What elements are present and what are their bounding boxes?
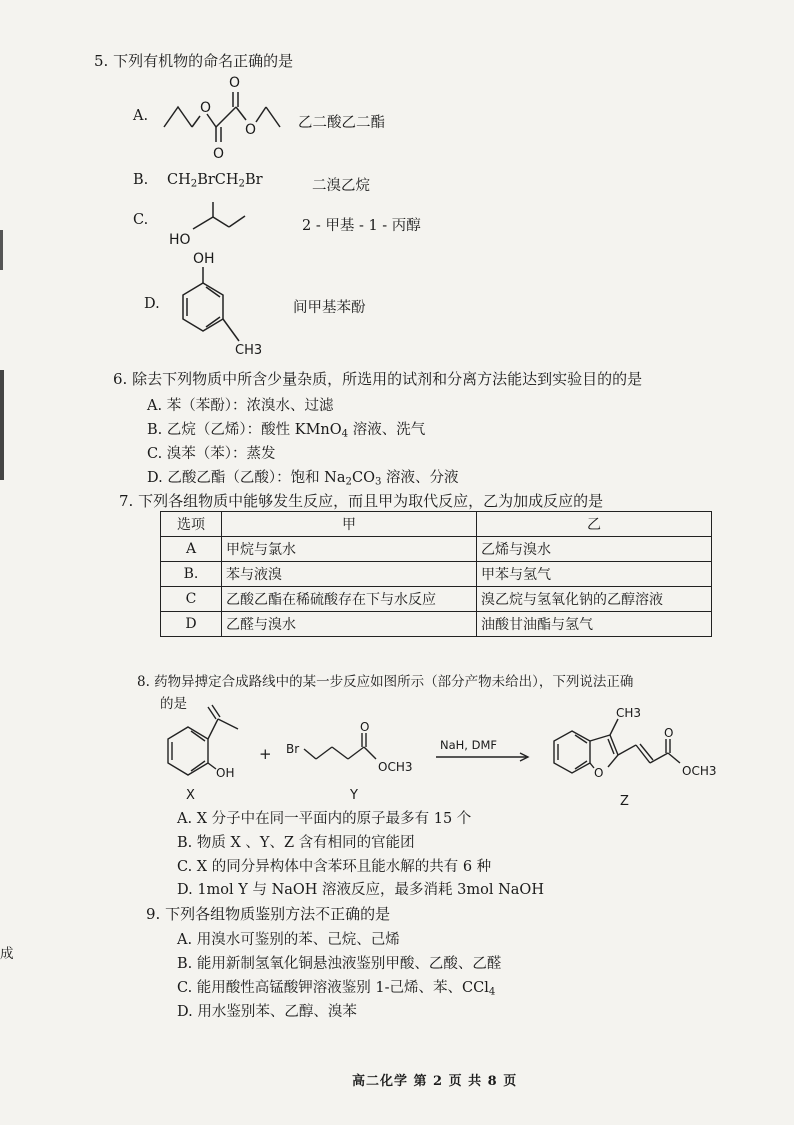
page-footer: 高二化学 第 2 页 共 8 页 <box>352 1074 518 1089</box>
q5-stem: 5. 下列有机物的命名正确的是 <box>94 52 294 70</box>
q8-option-c: C. X 的同分异构体中含苯环且能水解的共有 6 种 <box>177 859 492 875</box>
table-row <box>161 612 712 637</box>
z-och3-label: OCH3 <box>682 764 717 778</box>
table-row <box>161 562 712 587</box>
q6-option-c: C. 溴苯（苯）：蒸发 <box>147 446 276 462</box>
label-z: Z <box>620 794 629 809</box>
y-och3-label: OCH3 <box>378 760 413 774</box>
ch3-label: CH3 <box>235 343 263 358</box>
q9-option-a: A. 用溴水可鉴别的苯、己烷、己烯 <box>177 932 400 948</box>
q8-option-b: B. 物质 X 、Y、Z 含有相同的官能团 <box>177 835 415 851</box>
q5-option-c-name: 2 - 甲基 - 1 - 丙醇 <box>302 218 421 234</box>
diethyl-oxalate-structure <box>160 72 300 167</box>
q5-option-c-letter: C. <box>133 212 149 228</box>
q9-option-b: B. 能用新制氢氧化铜悬浊液鉴别甲酸、乙酸、乙醛 <box>177 956 502 972</box>
q7-header-row <box>161 512 712 537</box>
q7-cell: 乙烯与溴水 <box>477 537 712 562</box>
q8-stem-line2: 的是 <box>160 696 187 712</box>
q7-cell: D <box>161 612 222 637</box>
plus-sign: + <box>259 745 272 763</box>
q7-header-jia: 甲 <box>222 512 477 537</box>
ester-o-right: O <box>245 122 257 138</box>
reaction-conditions: NaH, DMF <box>440 738 498 752</box>
ester-o-left: O <box>200 100 212 116</box>
m-cresol-structure <box>165 247 275 362</box>
q5-option-b-name: 二溴乙烷 <box>312 178 370 194</box>
q5-option-b-letter: B. <box>133 172 149 188</box>
ho-label: HO <box>169 232 191 248</box>
margin-mark <box>0 230 3 270</box>
margin-mark <box>0 370 4 480</box>
q7-stem: 7. 下列各组物质中能够发生反应，而且甲为取代反应，乙为加成反应的是 <box>119 492 604 510</box>
x-oh-label: OH <box>216 766 235 780</box>
q7-cell: 溴乙烷与氢氧化钠的乙醇溶液 <box>477 587 712 612</box>
table-row <box>161 537 712 562</box>
label-y: Y <box>350 788 358 803</box>
q8-option-d: D. 1mol Y 与 NaOH 溶液反应，最多消耗 3mol NaOH <box>177 882 544 898</box>
q7-cell: 苯与液溴 <box>222 562 477 587</box>
q7-cell: 甲烷与氯水 <box>222 537 477 562</box>
q9-option-c: C. 能用酸性高锰酸钾溶液鉴别 1-己烯、苯、CCl$_4$ <box>177 980 496 998</box>
q7-cell: 甲苯与氢气 <box>477 562 712 587</box>
q7-cell: C <box>161 587 222 612</box>
q7-header-option: 选项 <box>161 512 222 537</box>
q9-option-d: D. 用水鉴别苯、乙醇、溴苯 <box>177 1004 357 1020</box>
q7-cell: 乙醛与溴水 <box>222 612 477 637</box>
q6-option-a: A. 苯（苯酚）：浓溴水、过滤 <box>147 398 334 414</box>
margin-text: 成 <box>0 946 14 962</box>
z-carbonyl-o: O <box>664 726 674 740</box>
label-x: X <box>186 788 195 803</box>
reaction-scheme <box>150 705 750 815</box>
q7-cell: 油酸甘油酯与氢气 <box>477 612 712 637</box>
butanol-structure <box>165 200 255 250</box>
q5-option-d-letter: D. <box>144 296 160 312</box>
q5-option-d-name: 间甲基苯酚 <box>293 300 366 316</box>
q9-stem: 9. 下列各组物质鉴别方法不正确的是 <box>146 905 391 923</box>
y-carbonyl-o: O <box>360 720 370 734</box>
q6-option-d: D. 乙酸乙酯（乙酸）：饱和 $Na_2CO_3$ 溶液、分液 <box>147 470 459 488</box>
z-ch3-label: CH3 <box>616 706 642 720</box>
q7-cell: A <box>161 537 222 562</box>
table-row <box>161 587 712 612</box>
q6-option-b: B. 乙烷（乙烯）：酸性 KMnO$_4$ 溶液、洗气 <box>147 422 426 440</box>
carbonyl-o-bottom: O <box>213 146 225 162</box>
q5-option-a-name: 乙二酸乙二酯 <box>298 115 385 131</box>
q5-option-b-formula: $CH_2BrCH_2Br$ <box>167 172 263 190</box>
y-br-label: Br <box>286 742 300 756</box>
q8-stem-line1: 8. 药物异搏定合成路线中的某一步反应如图所示（部分产物未给出），下列说法正确 <box>137 674 634 690</box>
z-ring-o: O <box>594 766 604 780</box>
q6-stem: 6. 除去下列物质中所含少量杂质，所选用的试剂和分离方法能达到实验目的的是 <box>113 370 643 388</box>
q7-table <box>160 511 712 637</box>
q7-header-yi: 乙 <box>477 512 712 537</box>
q7-cell: 乙酸乙酯在稀硫酸存在下与水反应 <box>222 587 477 612</box>
q5-option-a-letter: A. <box>133 108 149 124</box>
oh-label: OH <box>193 251 215 267</box>
q7-cell: B. <box>161 562 222 587</box>
q8-option-a: A. X 分子中在同一平面内的原子最多有 15 个 <box>177 811 472 827</box>
carbonyl-o-top: O <box>229 75 241 91</box>
